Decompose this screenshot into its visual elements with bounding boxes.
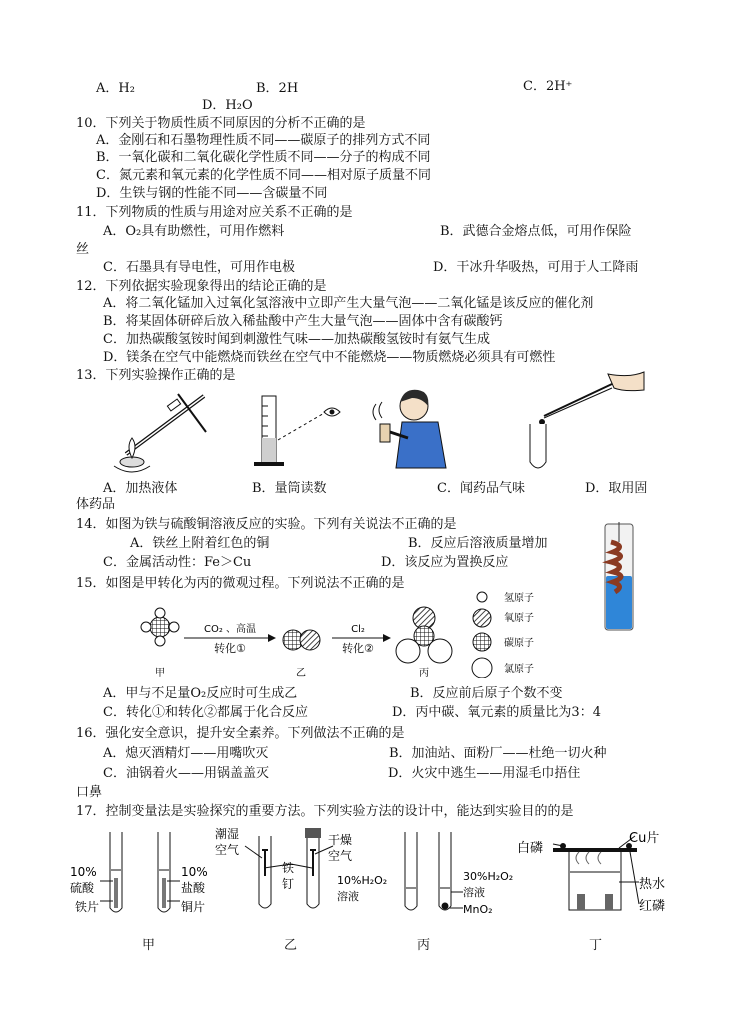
q15-stem: 15．如图是甲转化为丙的微观过程。下列说法不正确的是 (76, 576, 405, 591)
q17-caption-bing: 丙 (417, 938, 431, 953)
legend-hydrogen-label: 氢原子 (504, 593, 534, 604)
q14-option-c: C．金属活动性：Fe＞Cu (103, 555, 252, 570)
solid-taking-illustration (520, 370, 650, 474)
manganese-dioxide-shape (442, 903, 449, 910)
label-bing: 丙 (419, 668, 429, 678)
q14-option-a: A．铁丝上附着红色的铜 (130, 536, 270, 551)
q13-option-a: A．加热液体 (103, 481, 178, 496)
q17-caption-jia: 甲 (142, 938, 156, 953)
q14-option-b: B．反应后溶液质量增加 (408, 536, 548, 551)
ding-copper-sheet-label: Cu片 (629, 831, 660, 846)
bing-right-solution-label: 30%H₂O₂ (463, 870, 514, 883)
flame-shape (129, 438, 135, 458)
arrow1-condition-label: CO₂ 、高温 (203, 624, 257, 635)
yi-dry-label: 干燥 (328, 833, 353, 847)
molecule-bing (396, 607, 452, 663)
q16-stem: 16．强化安全意识，提升安全素养。下列做法不正确的是 (76, 726, 405, 741)
q17-caption-yi: 乙 (284, 938, 298, 953)
arrow1-step-label: 转化① (214, 642, 246, 655)
ding-red-phosphorus-label: 红磷 (639, 899, 666, 914)
jia-right-concentration-label: 10% (181, 865, 208, 879)
q10-option-a: A．金刚石和石墨物理性质不同——碳原子的排列方式不同 (96, 133, 431, 148)
q13-option-d: D．取用固 (585, 481, 648, 496)
q16-option-d: D．火灾中逃生——用湿毛巾捂住 (388, 766, 581, 781)
ding-white-phosphorus-label: 白磷 (517, 841, 544, 856)
yi-moist-label: 潮湿 (215, 827, 240, 841)
tweezers-shape (544, 384, 612, 416)
q12-option-d: D．镁条在空气中能燃烧而铁丝在空气中不能燃烧——物质燃烧必须具有可燃性 (103, 350, 556, 365)
q11-option-c: C．石墨具有导电性，可用作电极 (103, 260, 295, 275)
q14-option-d: D．该反应为置换反应 (381, 555, 509, 570)
iron-copper-sulfate-tube-illustration (601, 520, 637, 634)
q11-option-b-wrap: 丝 (76, 242, 90, 257)
q10-stem: 10．下列关于物质性质不同原因的分析不正确的是 (76, 116, 366, 131)
q15-option-b: B．反应前后原子个数不变 (410, 686, 563, 701)
jia-right-metal-label: 铜片 (181, 900, 206, 914)
q11-option-b: B．武德合金熔点低，可用作保险 (440, 224, 632, 239)
q13-option-d-wrap: 体药品 (76, 497, 116, 512)
q17-stem: 17．控制变量法是实验探究的重要方法。下列实验方法的设计中，能达到实验目的的是 (76, 804, 574, 819)
experiment-bing-illustration (335, 826, 535, 916)
q13-option-c: C．闻药品气味 (437, 481, 525, 496)
label-jia: 甲 (155, 668, 165, 678)
copper-sheet-shape (553, 848, 637, 852)
jia-left-metal-label: 铁片 (75, 900, 100, 914)
q12-option-c: C．加热碳酸氢铵时闻到刺激性气味——加热碳酸氢铵时有氨气生成 (103, 332, 490, 347)
q12-option-b: B．将某固体研碎后放入稀盐酸中产生大量气泡——固体中含有碳酸钙 (103, 314, 503, 329)
q10-option-b: B．一氧化碳和二氧化碳化学性质不同——分子的构成不同 (96, 150, 431, 165)
q13-option-b: B．量筒读数 (252, 481, 327, 496)
q14-stem: 14．如图为铁与硫酸铜溶液反应的实验。下列有关说法不正确的是 (76, 517, 457, 532)
experiment-yi-illustration (215, 824, 355, 914)
legend-carbon-label: 碳原子 (504, 638, 534, 649)
q10-option-c: C．氮元素和氧元素的化学性质不同——相对原子质量不同 (96, 168, 431, 183)
q12-option-a: A．将二氧化锰加入过氧化氢溶液中立即产生大量气泡——二氧化锰是该反应的催化剂 (103, 296, 594, 311)
hand-shape (608, 372, 644, 391)
experiment-ding-illustration (515, 828, 695, 916)
stopper-shape (305, 828, 321, 838)
legend-chlorine-label: 氯原子 (504, 664, 534, 675)
q16-option-b: B．加油站、面粉厂——杜绝一切火种 (389, 746, 607, 761)
yi-nail-label: 钉 (282, 877, 295, 891)
jia-right-acid-label: 盐酸 (181, 881, 206, 895)
q16-option-d-wrap: 口鼻 (76, 785, 103, 800)
q17-caption-ding: 丁 (589, 938, 603, 953)
yi-air-right-label: 空气 (328, 849, 353, 863)
legend-oxygen-label: 氧原子 (504, 613, 534, 624)
q15-option-d: D．丙中碳、氧元素的质量比为3：4 (392, 705, 601, 720)
label-yi: 乙 (296, 668, 306, 678)
q11-option-d: D．干冰升华吸热，可用于人工降雨 (433, 260, 639, 275)
q13-stem: 13．下列实验操作正确的是 (76, 368, 236, 383)
arrow2-condition-label: Cl₂ (351, 624, 365, 635)
q16-option-c: C．油锅着火——用锅盖盖灭 (103, 766, 269, 781)
molecule-jia (141, 608, 179, 646)
yi-air-left-label: 空气 (215, 843, 240, 857)
micro-conversion-diagram (100, 588, 570, 678)
cylinder-reading-illustration (248, 392, 360, 472)
smelling-illustration (362, 380, 462, 474)
q16-option-a: A．熄灭酒精灯——用嘴吹灭 (103, 746, 269, 761)
bing-catalyst-label: MnO₂ (463, 903, 493, 916)
experiment-jia-illustration (70, 826, 210, 918)
q12-stem: 12．下列依据实验现象得出的结论正确的是 (76, 279, 327, 294)
q10-option-d: D．生铁与钢的性能不同——含碳量不同 (96, 186, 328, 201)
test-tube-shape (530, 424, 546, 468)
heating-liquid-illustration (108, 388, 220, 474)
person-body-shape (396, 422, 446, 468)
q9-option-b: B．2H (256, 81, 299, 96)
test-tube-right-shape (439, 832, 451, 910)
jia-left-acid-label: 硫酸 (70, 881, 95, 895)
q15-option-a: A．甲与不足量O₂反应时可生成乙 (103, 686, 298, 701)
bing-right-solution-word: 溶液 (463, 886, 485, 899)
q11-stem: 11．下列物质的性质与用途对应关系不正确的是 (76, 205, 353, 220)
arrow2-step-label: 转化② (342, 642, 374, 655)
q9-option-a: A．H₂ (96, 81, 135, 96)
q9-option-c: C．2H⁺ (523, 79, 573, 94)
ding-hot-water-label: 热水 (639, 877, 666, 892)
bing-left-solution-label: 10%H₂O₂ (337, 874, 388, 887)
yi-iron-label: 铁 (282, 861, 295, 875)
reagent-bottle-shape (380, 424, 390, 442)
sight-line-shape (278, 412, 326, 440)
atom-legend (472, 591, 534, 678)
test-tube-left-shape (405, 832, 417, 910)
molecule-yi (283, 630, 320, 650)
bing-left-solution-word: 溶液 (337, 890, 359, 903)
q9-option-d: D．H₂O (202, 98, 253, 113)
jia-left-concentration-label: 10% (70, 865, 97, 879)
q11-option-a: A．O₂具有助燃性，可用作燃料 (103, 224, 285, 239)
q15-option-c: C．转化①和转化②都属于化合反应 (103, 705, 308, 720)
